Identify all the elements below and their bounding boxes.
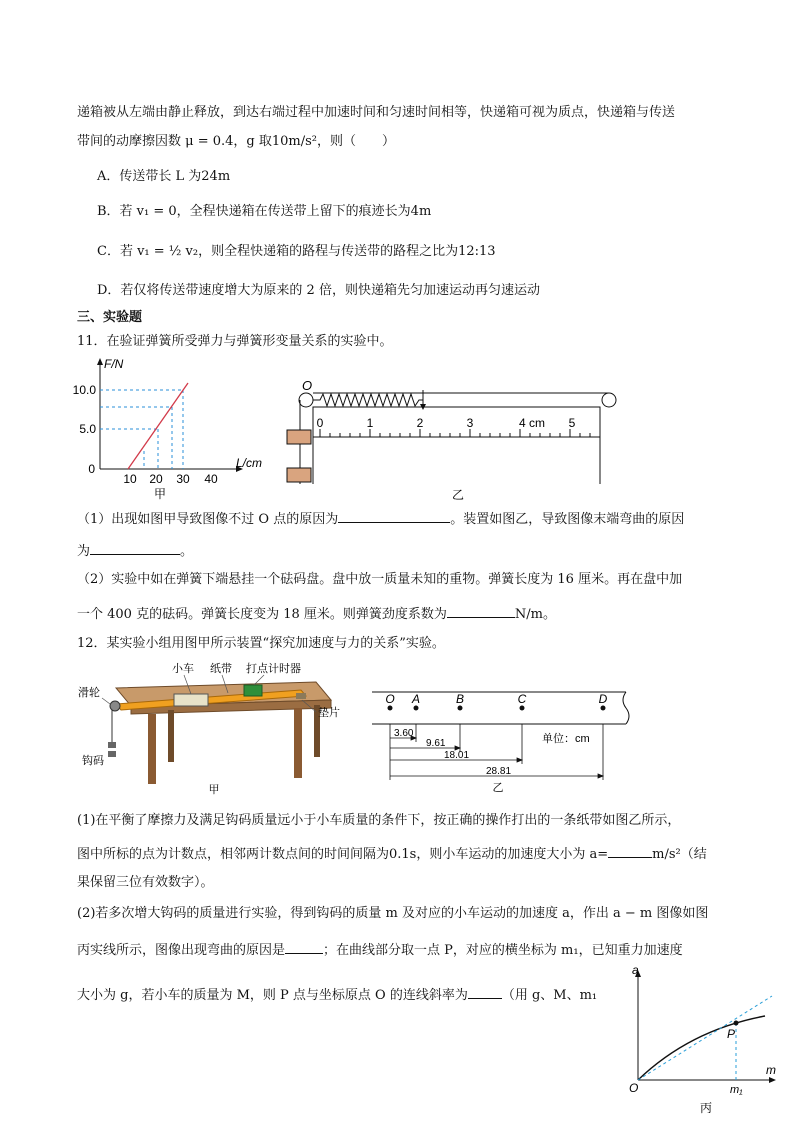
q11-answer-blank-1[interactable] (338, 508, 450, 523)
q12-jia-label-timer: 打点计时器 (246, 663, 301, 675)
q11-yi-pulley-left (299, 393, 313, 407)
q11-part2-line2 (77, 603, 556, 624)
q11-yi-scale-4: 4 cm (518, 416, 546, 430)
q12-figure-yi (370, 688, 632, 793)
q12-jia-car (174, 694, 208, 706)
q12-jia-pulley (110, 701, 120, 711)
q10-option-c: C．若 v₁ = ½ v₂，则全程快递箱的路程与传送带的路程之比为12:13 (97, 244, 496, 259)
q12-yi-unit: 单位：cm (542, 733, 590, 745)
q11-yi-o-label: O (302, 378, 313, 393)
q12-yi-label-d: D (598, 692, 608, 706)
q12-part1-line2 (77, 843, 707, 864)
q11-yi-scale-2: 2 (416, 416, 424, 430)
q12-part2-text-d: 大小为 g，若小车的质量为 M，则 P 点与坐标原点 O 的连线斜率为 (77, 988, 468, 1003)
q12-yi-label-b: B (455, 692, 465, 706)
q12-bing-p-label: P (727, 1027, 736, 1041)
q12-yi-point-d (601, 706, 606, 711)
q12-bing-origin: O (629, 1081, 639, 1095)
q12-answer-blank-3[interactable] (468, 984, 502, 999)
q12-yi-dist-oa: 3.60 (394, 728, 414, 739)
q11-figure-yi (280, 372, 630, 507)
q12-bing-tangent (638, 996, 772, 1080)
q12-jia-label-pulley: 滑轮 (78, 687, 100, 699)
q12-bing-caption: 丙 (699, 1101, 713, 1115)
q11-jia-data-line (128, 383, 188, 469)
q12-bing-x-label: m (766, 1063, 776, 1077)
q11-part1-line2 (77, 540, 193, 561)
q12-part2-line2 (77, 939, 683, 960)
q12-part1-text-b: 图中所标的点为计数点，相邻两计数点间的时间间隔为0.1s，则小车运动的加速度大小为 a= (77, 847, 609, 862)
q11-yi-scale-ticks (320, 429, 590, 437)
q11-jia-guides (100, 390, 183, 469)
q11-jia-ytick-10: 10.0 (72, 383, 96, 397)
q12-part2-line3 (77, 984, 597, 1005)
q12-answer-blank-1[interactable] (608, 843, 652, 858)
q11-yi-scale-3: 3 (466, 416, 474, 430)
q11-stem: 11．在验证弹簧所受弹力与弹簧形变量关系的实验中。 (77, 334, 393, 349)
q11-yi-scale-0: 0 (316, 416, 324, 430)
q11-figure-jia (72, 355, 276, 505)
q11-jia-xtick-30: 30 (176, 472, 190, 486)
q10-intro-line1: 递箱被从左端由静止释放，到达右端过程中加速时间和匀速时间相等，快递箱可视为质点，快递箱与传送 (77, 105, 676, 120)
q12-part2-text-c: ；在曲线部分取一点 P，对应的横坐标为 m₁，已知重力加速度 (323, 943, 683, 958)
q12-yi-points (388, 706, 606, 711)
q12-yi-point-o (388, 706, 393, 711)
q11-jia-x-label: L/cm (236, 456, 263, 470)
q12-jia-leg-2 (294, 708, 302, 778)
q12-jia-label-car: 小车 (172, 663, 194, 675)
q12-jia-leg-1 (148, 714, 156, 784)
q12-yi-point-b (458, 706, 463, 711)
q12-part1-text-c: m/s²（结 (652, 847, 707, 862)
q12-bing-curve (638, 1016, 765, 1080)
q12-jia-label-weight: 钩码 (82, 755, 104, 767)
q12-yi-label-c: C (517, 692, 527, 706)
q11-yi-scale-1: 1 (366, 416, 374, 430)
q10-option-b: B．若 v₁ = 0，全程快递箱在传送带上留下的痕迹长为4m (97, 204, 432, 219)
q11-yi-weight-1 (287, 430, 311, 444)
q11-yi-ruler-frame (313, 407, 600, 437)
q11-part1-text-a: （1）出现如图甲导致图像不过 O 点的原因为 (77, 512, 339, 527)
q11-part1-text-b: 。装置如图乙，导致图像末端弯曲的原因 (450, 512, 685, 527)
q11-yi-scale-5: 5 (568, 416, 576, 430)
q11-part2-text-c: N/m。 (514, 607, 556, 622)
q12-bing-m1-label: m₁ (730, 1084, 743, 1096)
q12-part1-line3: 果保留三位有效数字）。 (77, 875, 214, 890)
q12-yi-dist-ob: 9.61 (426, 738, 446, 749)
q11-answer-blank-2[interactable] (90, 540, 180, 555)
q12-figure-jia (76, 660, 346, 800)
q11-jia-xtick-10: 10 (123, 472, 137, 486)
q12-jia-caption: 甲 (208, 784, 220, 796)
q12-yi-dist-od: 28.81 (486, 766, 512, 777)
q11-part1-text-d: 。 (180, 544, 194, 559)
q10-option-a: A．传送带长 L 为24m (97, 169, 231, 184)
q10-option-d: D．若仅将传送带速度增大为原来的 2 倍，则快递箱先匀加速运动再匀速运动 (97, 283, 540, 298)
q11-part2-text-b: 一个 400 克的砝码。弹簧长度变为 18 厘米。则弹簧劲度系数为 (77, 607, 447, 622)
q12-part2-text-b: 丙实线所示，图像出现弯曲的原因是 (77, 943, 286, 958)
q12-answer-blank-2[interactable] (285, 939, 323, 954)
section-title: 三、实验题 (77, 310, 143, 325)
q11-yi-pulley-right (602, 393, 616, 407)
q11-part2-line1: （2）实验中如在弹簧下端悬挂一个砝码盘。盘中放一质量未知的重物。弹簧长度为 16 厘米。再在盘中加 (77, 572, 683, 587)
q11-yi-spring (313, 394, 423, 406)
q12-yi-caption: 乙 (492, 782, 504, 794)
q12-part2-line1: (2)若多次增大钩码的质量进行实验，得到钩码的质量 m 及对应的小车运动的加速度 a，作出 a − m 图像如图 (77, 906, 709, 921)
q11-jia-y-arrow (97, 358, 103, 365)
q12-bing-y-label: a (632, 963, 639, 977)
q12-yi-point-a (414, 706, 419, 711)
q11-yi-caption: 乙 (451, 488, 465, 502)
q12-jia-timer (244, 685, 262, 696)
q11-jia-caption: 甲 (153, 487, 167, 501)
q11-jia-xtick-0: 0 (88, 462, 95, 476)
q12-figure-bing (620, 963, 778, 1116)
q11-part1-line1 (77, 508, 684, 529)
q11-yi-weight-2 (287, 468, 311, 482)
q12-bing-point-p (734, 1021, 739, 1026)
q12-yi-label-o: O (385, 692, 395, 706)
q11-jia-y-label: F/N (104, 357, 124, 371)
q11-answer-blank-3[interactable] (447, 603, 515, 618)
q12-yi-label-a: A (411, 692, 421, 706)
q12-yi-point-c (520, 706, 525, 711)
q10-intro-line2: 带间的动摩擦因数 μ = 0.4，g 取10m/s²，则（ ） (77, 134, 395, 149)
q11-jia-xtick-40: 40 (204, 472, 218, 486)
q12-part2-text-e: （用 g、M、m₁ (501, 988, 598, 1003)
q11-part1-text-c: 为 (77, 544, 91, 559)
q11-jia-xtick-20: 20 (149, 472, 163, 486)
q12-part1-line1: (1)在平衡了摩擦力及满足钩码质量远小于小车质量的条件下，按正确的操作打出的一条纸带如图乙所示， (77, 813, 681, 828)
q12-jia-label-tape: 纸带 (210, 663, 232, 675)
q12-yi-dist-oc: 18.01 (444, 750, 470, 761)
q12-stem: 12．某实验小组用图甲所示装置“探究加速度与力的关系”实验。 (77, 636, 445, 651)
q11-jia-ytick-5: 5.0 (79, 422, 96, 436)
q12-jia-label-pad: 垫片 (318, 707, 340, 719)
q12-jia-weight (108, 742, 116, 748)
